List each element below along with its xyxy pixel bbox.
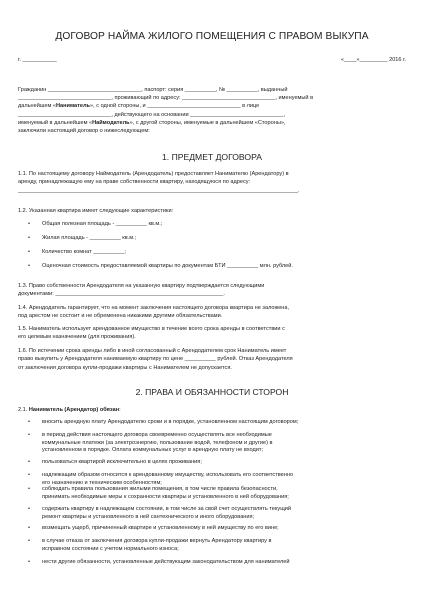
clause-1-1-line: __________________________________________________________________________________________. xyxy=(18,187,300,194)
clause-1-3-line: 1.3. Право собственности Арендодателя на указанную квартиру подтверждается следующими xyxy=(18,283,265,289)
bullet-icon: • xyxy=(28,235,30,241)
bullet-icon: • xyxy=(28,525,30,531)
bullet-icon: • xyxy=(28,472,30,478)
intro-line: Гражданин ______________________________, паспорт: серия __________, № __________, выданный xyxy=(18,87,288,93)
clause-1-5-line: 1.5. Наниматель использует арендованное имущество в течение всего срока аренды в соответствии с xyxy=(18,326,285,332)
characteristic-item: Количество комнат __________; xyxy=(42,249,126,255)
clause-1-6-line: право выкупить у Арендодателя нанимаемую квартиру по цене __________ рублей. Отказ Арендодателя xyxy=(18,356,293,363)
clause-1-2: 1.2. Указанная квартира имеет следующие характеристики: xyxy=(18,208,174,214)
duty-item-line: в случае отказа от заключения договора купли-продажи вернуть Арендатору квартиру в xyxy=(42,538,272,544)
clause-1-4-line: 1.4. Арендодатель гарантирует, что на момент заключения настоящего договора квартира не заложена, xyxy=(18,305,290,311)
bullet-icon: • xyxy=(28,538,30,544)
clause-1-3-line: документами: ______________________________________________________. xyxy=(18,291,225,298)
bullet-icon: • xyxy=(28,486,30,492)
intro-line: именуемый в дальнейшем «Наймодатель», с другой стороны, именуемые в дальнейшем «Стороны», xyxy=(18,119,286,126)
intro-line: ______________________________, проживающий по адресу: ______________________________, именуемый в xyxy=(18,95,314,102)
duty-item-line: содержать квартиру в надлежащем состоянии, в том числе за свой счет осуществлять текущий xyxy=(42,506,292,512)
characteristic-item: Общая полезная площадь - __________ кв.м.; xyxy=(42,221,163,227)
bullet-icon: • xyxy=(28,419,30,425)
duty-item-line: надлежащим образом относится к арендованному имуществу, использовать его соответственно xyxy=(42,472,294,478)
duty-item-line: ремонт квартиры и установленного в ней сантехнического и иного оборудования; xyxy=(42,513,255,520)
contract-title: ДОГОВОР НАЙМА ЖИЛОГО ПОМЕЩЕНИЯ С ПРАВОМ ВЫКУПА xyxy=(55,31,369,42)
contract-date: «____»_________ 2016 г. xyxy=(340,57,406,63)
clause-1-1-line: 1.1. По настоящему договору Наймодатель (Арендодатель) предоставляет Нанимателю (Арендатору) в xyxy=(18,171,289,177)
clause-1-5-line: его целевым назначением (для проживания). xyxy=(18,334,136,341)
clause-1-6-line: от заключения договора купли-продажи квартиры с Нанимателем не допускается. xyxy=(18,364,232,371)
intro-line: заключили настоящий договор о нижеследующем: xyxy=(18,128,150,134)
duty-item-line: вносить арендную плату Арендодателю сроки и в порядке, установленном настоящим договором; xyxy=(42,419,299,425)
section-heading-2: 2. ПРАВА И ОБЯЗАННОСТИ СТОРОН xyxy=(135,387,289,397)
clause-2-1: 2.1. Наниматель (Арендатор) обязан: xyxy=(18,407,121,413)
characteristic-item: Жилая площадь - __________ кв.м.; xyxy=(42,235,137,241)
duty-item-line: нести другие обязанности, установленные действующим законодательством для нанимателей xyxy=(42,559,290,565)
duty-item-line: в период действия настоящего договора своевременно осуществлять все необходимые xyxy=(42,432,272,438)
bullet-icon: • xyxy=(28,221,30,227)
duty-item-line: исправном состоянии с учетом нормального износа; xyxy=(42,545,179,552)
clause-1-4-line: под арестом не состоит и не обременена никакими другими обязательствами. xyxy=(18,313,223,320)
duty-item-line: принимать необходимые меры к сохранности квартиры и установленного в ней оборудования; xyxy=(42,493,289,500)
bullet-icon: • xyxy=(28,432,30,438)
intro-line: ______________________________, действующего на основании ______________________________, xyxy=(18,111,286,118)
duty-item-line: пользоваться квартирой исключительно в целях проживания; xyxy=(42,459,202,465)
bullet-icon: • xyxy=(28,506,30,512)
bullet-icon: • xyxy=(28,249,30,255)
bullet-icon: • xyxy=(28,559,30,565)
clause-1-1-line: аренду, принадлежащую ему на праве собственности квартиру, находящуюся по адресу: xyxy=(18,179,251,186)
bullet-icon: • xyxy=(28,459,30,465)
characteristic-item: Оценочная стоимость предоставляемой квартиры по документам БТИ __________ млн. рублей. xyxy=(42,263,293,269)
intro-line: дальнейшем «Наниматель», с одной стороны, и ______________________________ в лице xyxy=(18,103,260,110)
duty-item-line: установленном в порядке. Оплата коммунальных услуг в арендную плату не входит; xyxy=(42,447,264,454)
duty-item-line: коммунальные платежи (за электроэнергию, пользование водой, телефоном и другие) в xyxy=(42,439,273,446)
duty-item-line: соблюдать правила пользования жилыми помещения, в том числе правила безопасности, xyxy=(42,486,278,492)
duty-item-line: возмещать ущерб, причиненный квартире и установленному в ней имуществу по его вине; xyxy=(42,525,279,531)
contract-place: г. ___________ xyxy=(18,57,57,63)
clause-1-6-line: 1.6. По истечении срока аренды либо в иной согласованный с Арендодателем срок Наниматель имеет xyxy=(18,348,287,354)
duty-item-line: его назначению и техническим особенностям; xyxy=(42,479,162,486)
section-heading-1: 1. ПРЕДМЕТ ДОГОВОРА xyxy=(162,152,262,162)
bullet-icon: • xyxy=(28,263,30,269)
